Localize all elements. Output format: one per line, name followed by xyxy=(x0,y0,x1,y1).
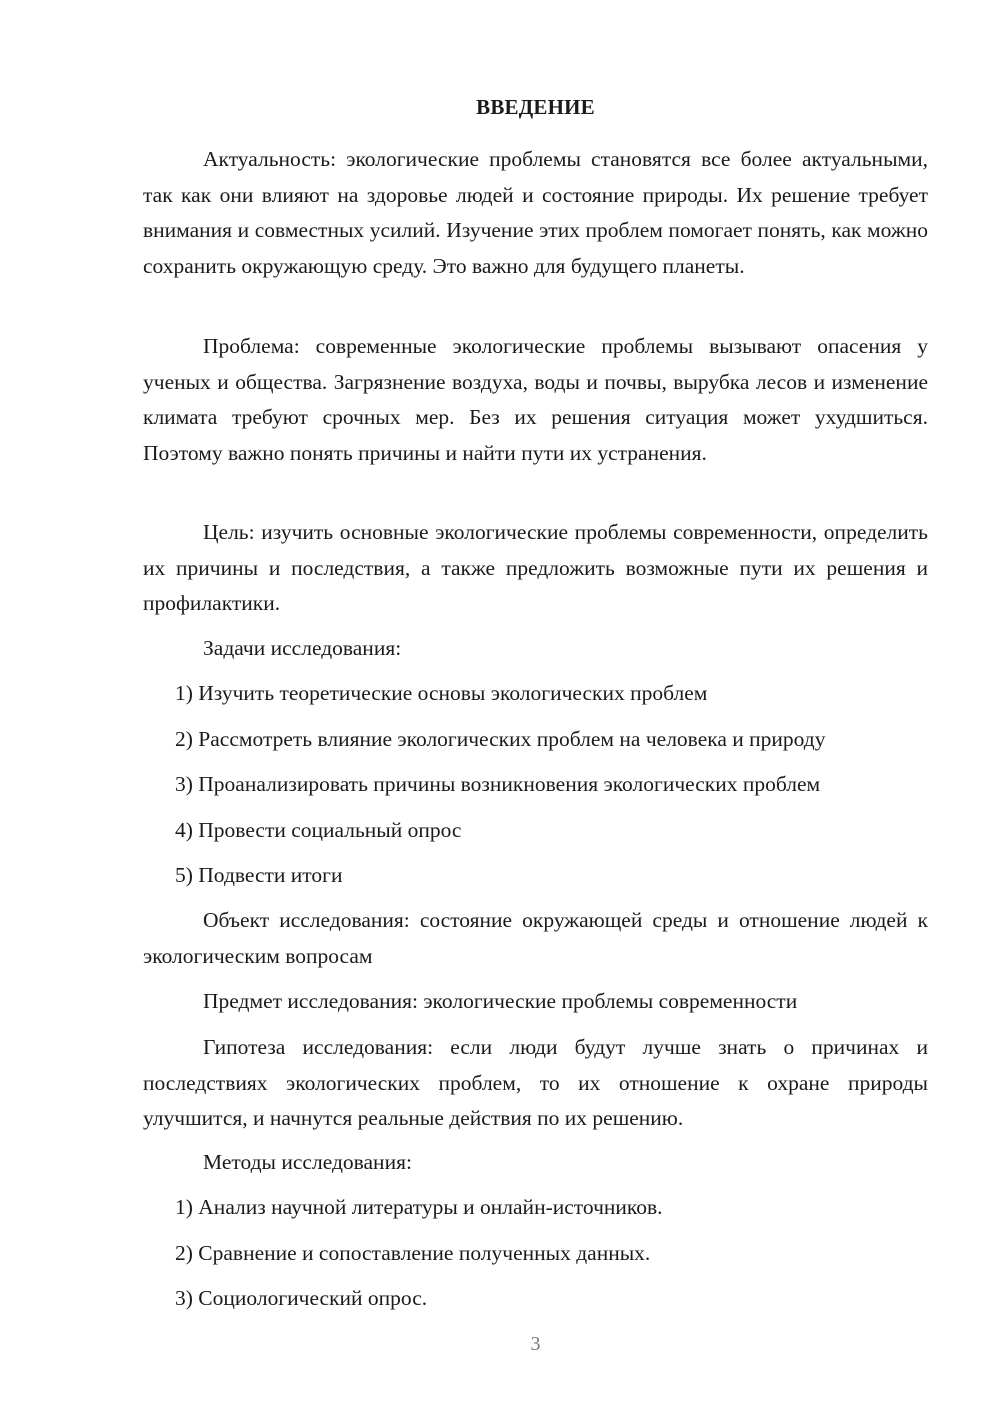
list-item-method-1: 1) Анализ научной литературы и онлайн-источников. xyxy=(175,1195,663,1219)
page-number: 3 xyxy=(530,1333,541,1355)
paragraph-hypothesis: Гипотеза исследования: если люди будут лучше знать о причинах и последствиях экологических проблем, то их отношение к охране природы улучшится, и начнутся реальные действия по их решению. xyxy=(143,1035,928,1130)
paragraph-subject: Предмет исследования: экологические проблемы современности xyxy=(203,989,798,1013)
paragraph-goal: Цель: изучить основные экологические проблемы современности, определить их причины и последствия, а также предложить возможные пути их решения и профилактики. xyxy=(143,520,928,615)
tasks-heading: Задачи исследования: xyxy=(203,636,402,660)
list-item-task-3: 3) Проанализировать причины возникновения экологических проблем xyxy=(175,772,821,796)
paragraph-problem: Проблема: современные экологические проблемы вызывают опасения у ученых и общества. Загрязнение воздуха, воды и почвы, вырубка лесов и изменение климата требуют срочных мер. Без их решения ситуация может ухудшиться. Поэтому важно понять причины и найти пути их устранения. xyxy=(143,334,928,465)
list-item-task-5: 5) Подвести итоги xyxy=(175,863,343,887)
page-title: ВВЕДЕНИЕ xyxy=(476,95,595,119)
list-item-task-1: 1) Изучить теоретические основы экологических проблем xyxy=(175,681,708,705)
list-item-method-2: 2) Сравнение и сопоставление полученных данных. xyxy=(175,1241,651,1265)
paragraph-relevance: Актуальность: экологические проблемы становятся все более актуальными, так как они влияют на здоровье людей и состояние природы. Их решение требует внимания и совместных усилий. Изучение этих проблем помогает понять, как можно сохранить окружающую среду. Это важно для будущего планеты. xyxy=(143,147,928,278)
list-item-task-4: 4) Провести социальный опрос xyxy=(175,818,462,842)
document-page xyxy=(143,0,928,1414)
list-item-task-2: 2) Рассмотреть влияние экологических проблем на человека и природу xyxy=(175,727,826,751)
paragraph-object: Объект исследования: состояние окружающей среды и отношение людей к экологическим вопросам xyxy=(143,908,928,968)
methods-heading: Методы исследования: xyxy=(203,1150,412,1174)
list-item-method-3: 3) Социологический опрос. xyxy=(175,1286,428,1310)
